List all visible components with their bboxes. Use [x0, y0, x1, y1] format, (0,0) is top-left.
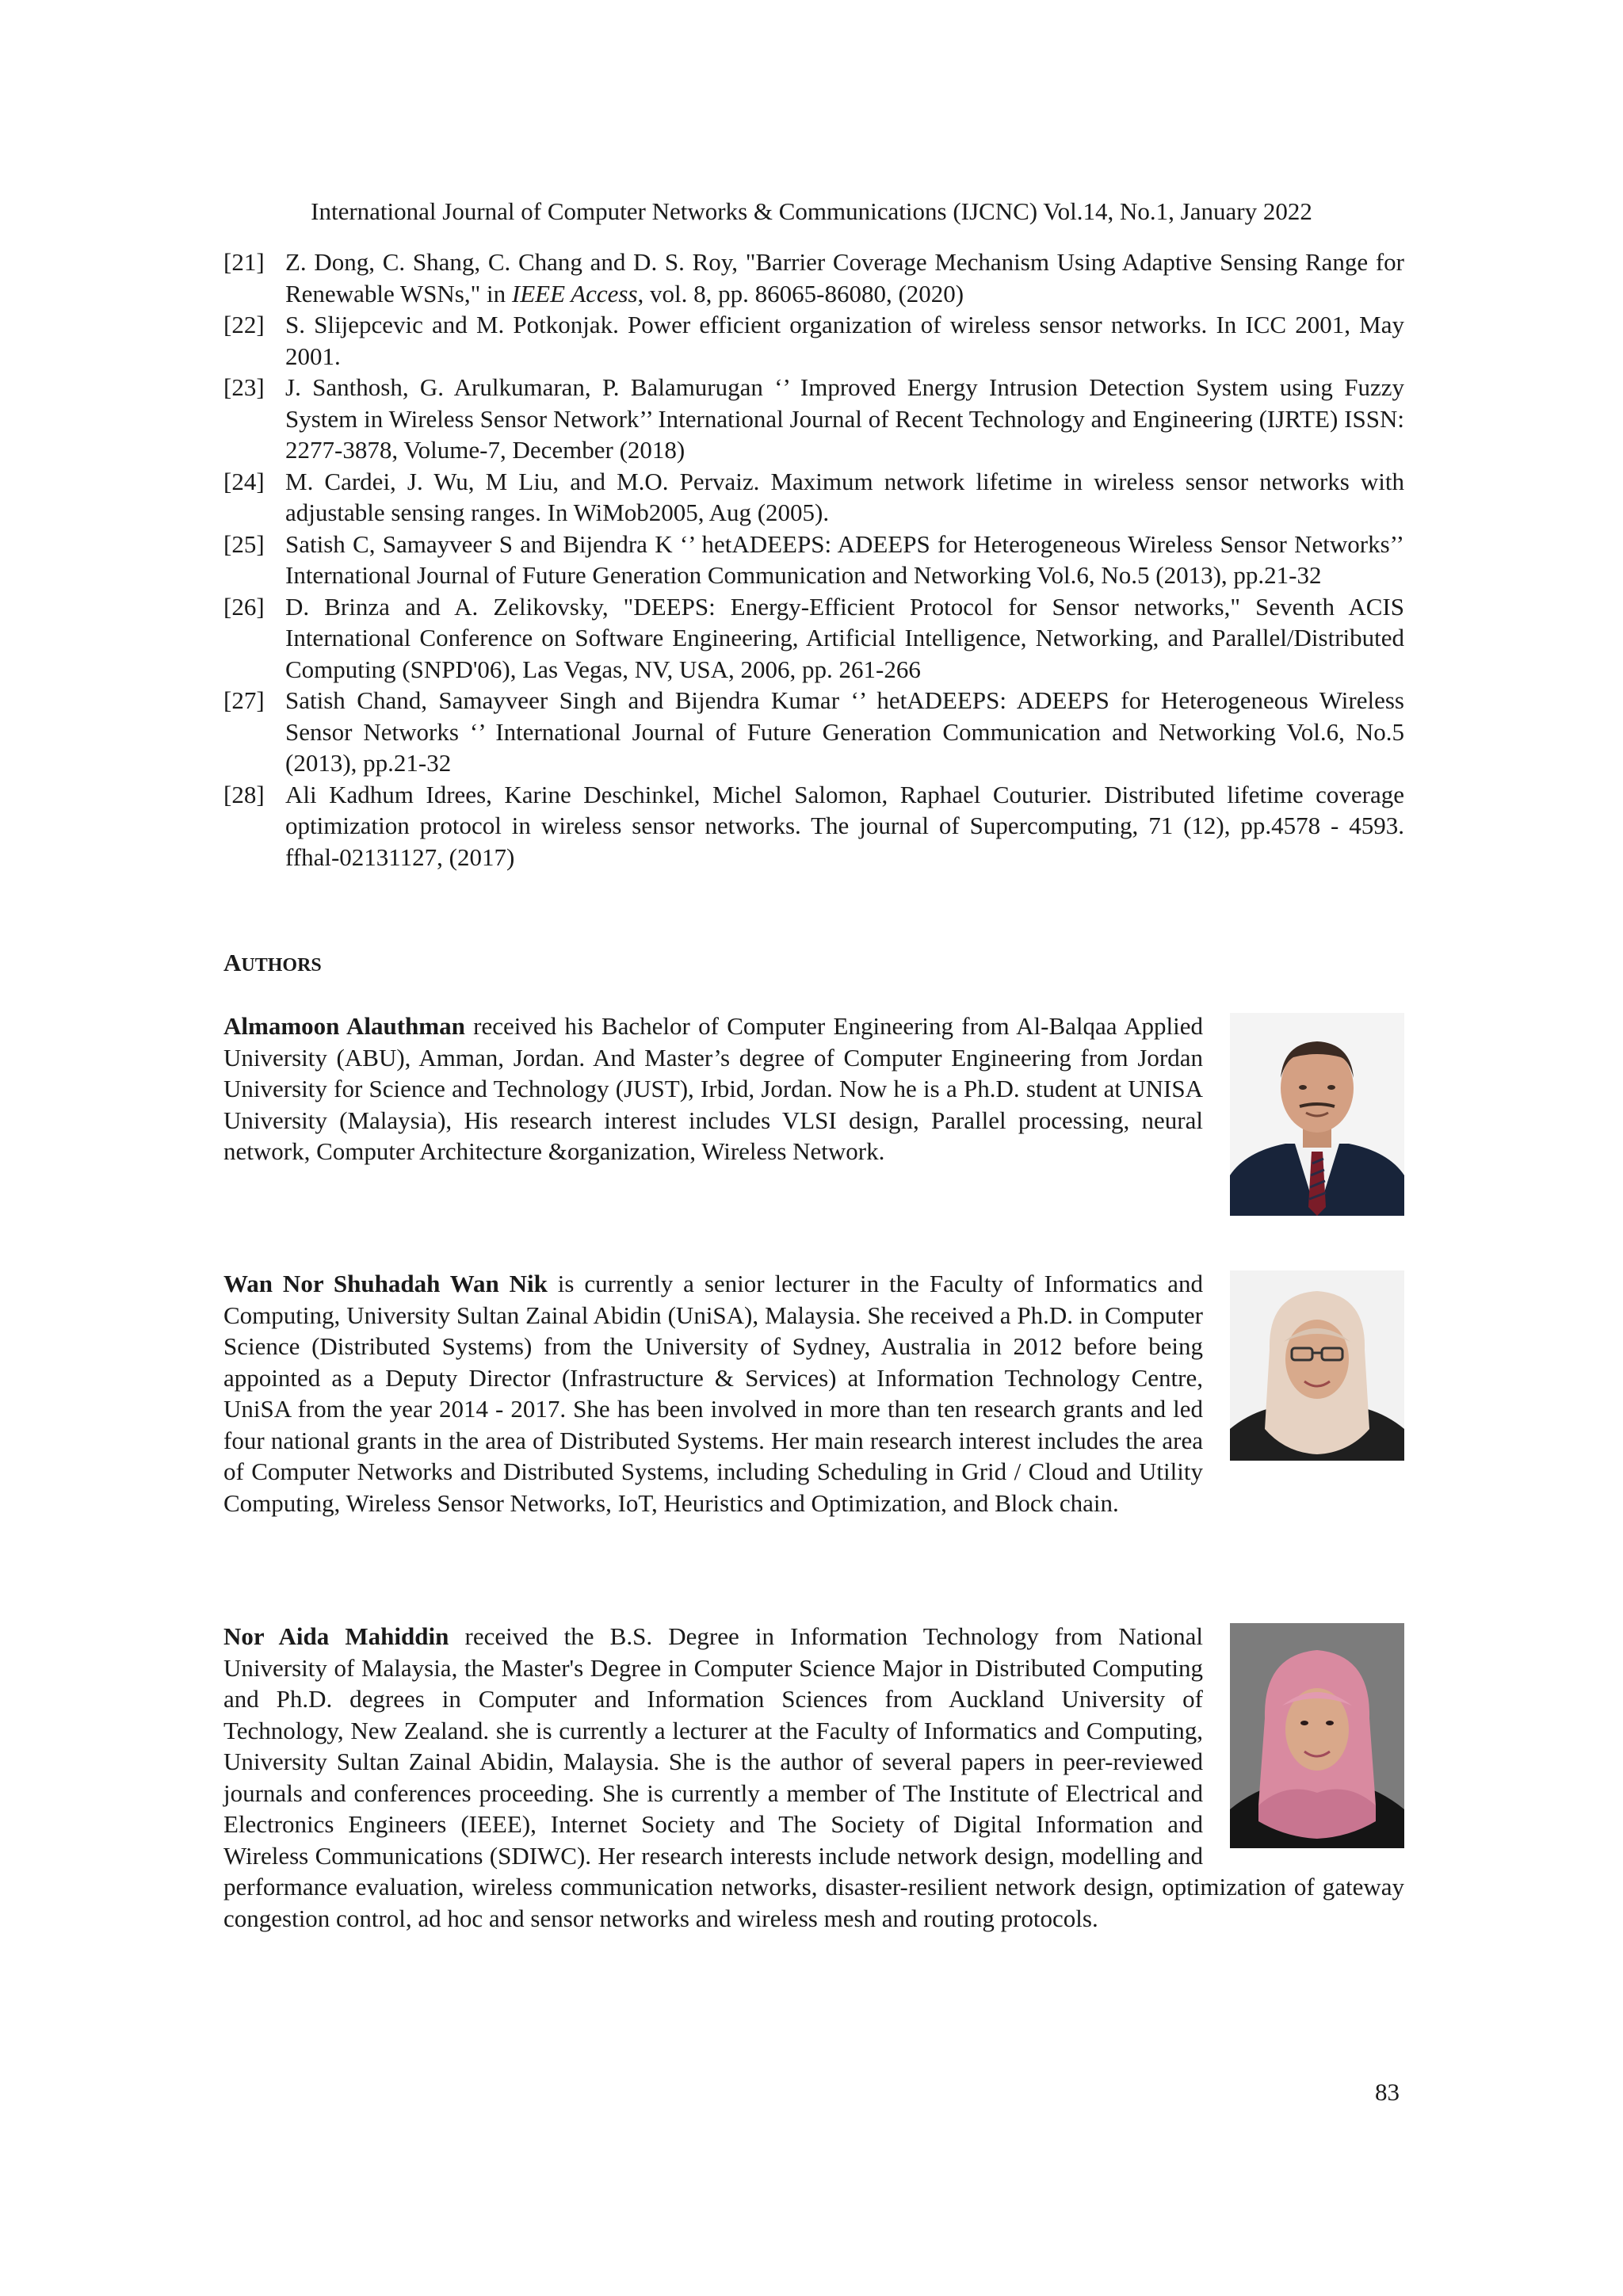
- author-bio-text: received the B.S. Degree in Information Technology from National University of Malaysia, the Master's Degree in Computer Science Major in Distributed Computing and Ph.D. degrees in Computer and Information Sciences from Auckland University of Technology, New Zealand. she is currently a lecturer at the Faculty of Informatics and Computing, University Sultan Zainal Abidin, Malaysia. She is the author of several papers in peer-reviewed journals and conferences proceeding. She is currently a member of The Institute of Electrical and Electronics Engineers (IEEE), Internet Society and The Society of Digital Information and Wireless Communications (SDIWC). Her research interests include network design, modelling and performance evaluation, wireless communication networks, disaster-resilient network design, optimization of gateway congestion control, ad hoc and sensor networks and wireless mesh and routing protocols.: [223, 1622, 1404, 1932]
- portrait-man-suit-icon: [1230, 1013, 1404, 1216]
- reference-text: Satish Chand, Samayveer Singh and Bijendra Kumar ‘’ hetADEEPS: ADEEPS for Heterogeneous Wireless Sensor Networks ‘’ International Journal of Future Generation Communication and Networking Vol.6, No.5 (2013), pp.21-32: [285, 686, 1404, 777]
- reference-number: [26]: [223, 592, 265, 621]
- reference-item: [223, 246, 1404, 309]
- reference-number: [27]: [223, 686, 265, 714]
- reference-item: [223, 685, 1404, 779]
- author-bio-text: is currently a senior lecturer in the Faculty of Informatics and Computing, University Sultan Zainal Abidin (UniSA), Malaysia. She received a Ph.D. in Computer Science (Distributed Systems) from the University of Sydney, Australia in 2012 before being appointed as a Deputy Director (Infrastructure & Services) at Information Technology Centre, UniSA from the year 2014 - 2017. She has been involved in more than ten research grants and led four national grants in the area of Distributed Systems. Her main research interest includes the area of Computer Networks and Distributed Systems, including Scheduling in Grid / Cloud and Utility Computing, Wireless Sensor Networks, IoT, Heuristics and Optimization, and Block chain.: [223, 1270, 1203, 1517]
- journal-header: International Journal of Computer Networks & Communications (IJCNC) Vol.14, No.1, January 2022: [311, 197, 1312, 225]
- author-bio: [223, 1010, 1404, 1216]
- reference-item: [223, 591, 1404, 686]
- reference-item: [223, 372, 1404, 466]
- reference-text: Ali Kadhum Idrees, Karine Deschinkel, Michel Salomon, Raphael Couturier. Distributed lifetime coverage optimization protocol in wireless sensor networks. The journal of Supercomputing, 71 (12), pp.4578 - 4593. ffhal-02131127, (2017): [285, 780, 1404, 871]
- journal-name: IEEE Access: [511, 279, 638, 308]
- reference-item: [223, 529, 1404, 591]
- reference-list: [223, 246, 1404, 873]
- author-name: Nor Aida Mahiddin: [223, 1622, 449, 1650]
- reference-text: Satish C, Samayveer S and Bijendra K ‘’ hetADEEPS: ADEEPS for Heterogeneous Wireless Sensor Networks’’ International Journal of Future Generation Communication and Networking Vol.6, No.5 (2013), pp.21-32: [285, 529, 1404, 589]
- reference-item: [223, 309, 1404, 372]
- reference-number: [24]: [223, 467, 265, 495]
- author-name: Almamoon Alauthman: [223, 1012, 465, 1040]
- portrait-woman-pink-hijab-icon: [1230, 1623, 1404, 1848]
- author-bio-text: received his Bachelor of Computer Engineering from Al-Balqaa Applied University (ABU), Amman, Jordan. And Master’s degree of Computer Engineering from Jordan University for Science and Technology (JUST), Irbid, Jordan. Now he is a Ph.D. student at UNISA University (Malaysia), His research interest includes VLSI design, Parallel processing, neural network, Computer Architecture &organization, Wireless Network.: [223, 1012, 1204, 1165]
- author-bio: [223, 1268, 1404, 1519]
- reference-item: [223, 779, 1404, 873]
- author-photo: [1230, 1013, 1404, 1216]
- reference-number: [23]: [223, 373, 265, 401]
- author-name: Wan Nor Shuhadah Wan Nik: [223, 1270, 548, 1297]
- reference-text: S. Slijepcevic and M. Potkonjak. Power efficient organization of wireless sensor networks. In ICC 2001, May 2001.: [285, 311, 1404, 370]
- reference-item: [223, 466, 1404, 529]
- reference-number: [28]: [223, 780, 265, 808]
- reference-text: M. Cardei, J. Wu, M Liu, and M.O. Pervaiz. Maximum network lifetime in wireless sensor networks with adjustable sensing ranges. In WiMob2005, Aug (2005).: [285, 467, 1404, 526]
- reference-text: Z. Dong, C. Shang, C. Chang and D. S. Roy, "Barrier Coverage Mechanism Using Adaptive Sensing Range for Renewable WSNs," in IEEE Access, vol. 8, pp. 86065-86080, (2020): [285, 248, 1404, 308]
- author-photo: [1230, 1270, 1404, 1461]
- reference-number: [25]: [223, 529, 265, 558]
- portrait-woman-hijab-icon: [1230, 1270, 1404, 1461]
- reference-text: J. Santhosh, G. Arulkumaran, P. Balamurugan ‘’ Improved Energy Intrusion Detection System using Fuzzy System in Wireless Sensor Network’’ International Journal of Recent Technology and Engineering (IJRTE) ISSN: 2277-3878, Volume-7, December (2018): [285, 373, 1404, 464]
- page-number: 83: [1375, 2078, 1400, 2106]
- reference-number: [22]: [223, 311, 265, 338]
- reference-text: D. Brinza and A. Zelikovsky, "DEEPS: Energy-Efficient Protocol for Sensor networks," Seventh ACIS International Conference on Software Engineering, Artificial Intelligence, Networking, and Parallel/Distributed Computing (SNPD'06), Las Vegas, NV, USA, 2006, pp. 261-266: [285, 592, 1404, 683]
- author-photo: [1230, 1623, 1404, 1848]
- reference-number: [21]: [223, 248, 265, 276]
- author-bio: [223, 1621, 1404, 1934]
- authors-heading: AUTHORS: [223, 949, 322, 976]
